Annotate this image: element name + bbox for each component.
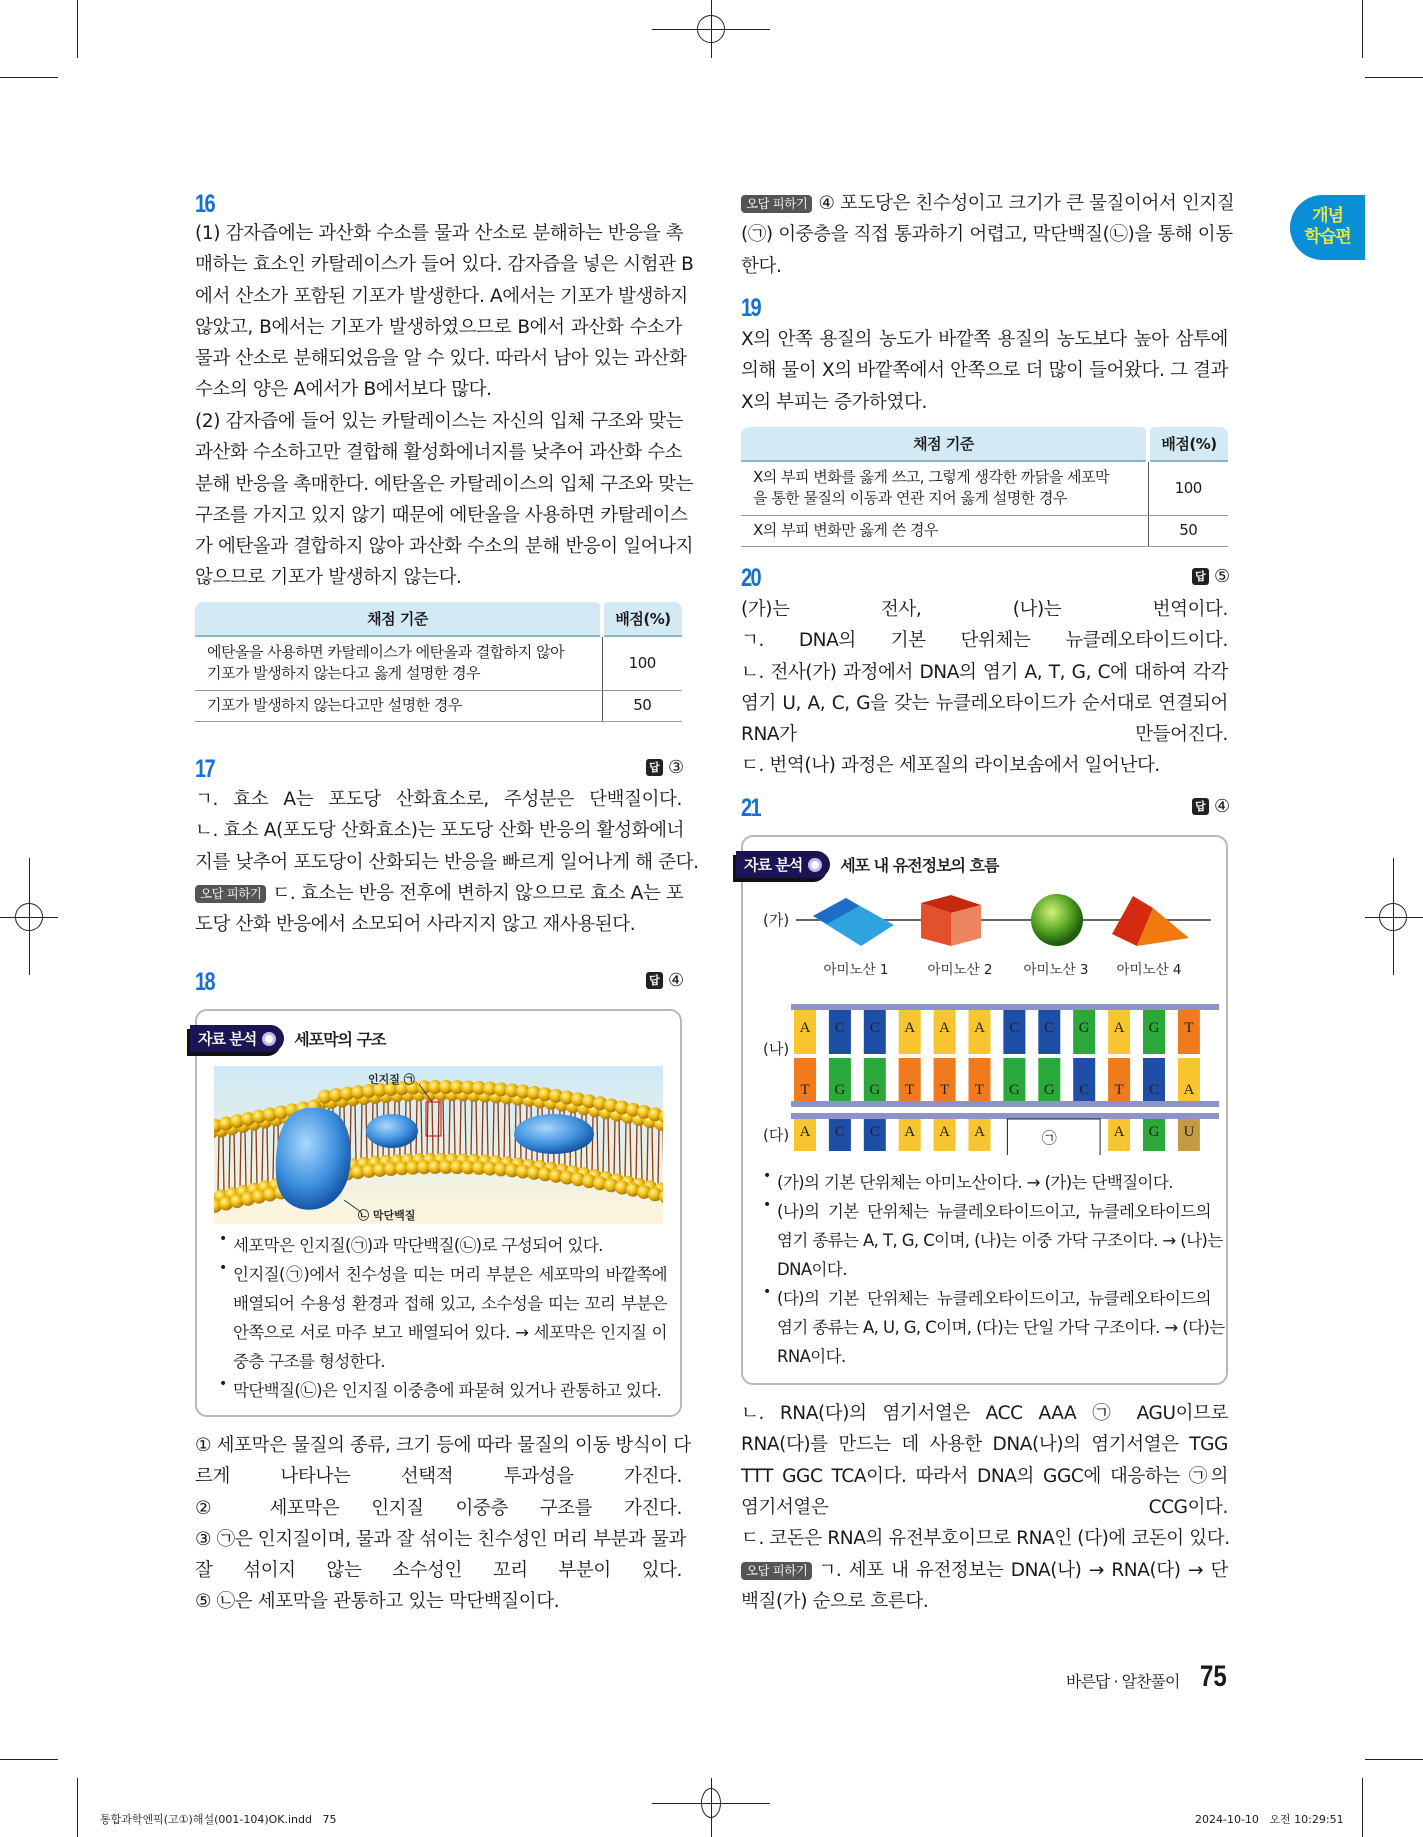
amino-acid-2-shape <box>921 895 981 946</box>
score-cell: 50 <box>1148 515 1228 546</box>
text-line <box>195 1430 691 1461</box>
question-number: 16 <box>195 190 215 218</box>
text-line-content: 의해 물이 X의 바깥쪽에서 안쪽으로 더 많이 들어왔다. 그 결과 <box>741 360 1228 382</box>
text-line-content: 수소의 양은 A에서가 B에서보다 많다. <box>195 379 492 401</box>
registration-mark <box>1379 903 1407 931</box>
section-tab[interactable] <box>1290 195 1365 260</box>
analysis-label <box>736 851 998 878</box>
base-letter: C <box>869 1124 880 1140</box>
base-letter: A <box>939 1124 951 1140</box>
text-line <box>195 437 682 468</box>
text-line <box>195 218 682 249</box>
base-letter: C <box>834 1124 845 1140</box>
answer-icon: 답 <box>1192 568 1209 585</box>
text-line-content: 물과 산소로 분해되었음을 알 수 있다. 따라서 남아 있는 과산화 <box>195 348 687 370</box>
answer-icon: 답 <box>646 972 663 989</box>
text-line-content: 않았고, B에서는 기포가 발생하였으므로 B에서 과산화 수소가 <box>195 316 682 338</box>
text-line-content: 과산화 수소하고만 결합해 활성화에너지를 낮추어 과산화 수소 <box>195 442 683 464</box>
answer-value: ⑤ <box>1214 566 1231 587</box>
analysis-title: 세포 내 유전정보의 흐름 <box>840 856 999 875</box>
text-line-content: 안쪽으로 서로 마주 보고 배열되어 있다. → 세포막은 인지질 이 <box>233 1323 667 1342</box>
criteria-line: 에탄올을 사용하면 카탈레이스가 에탄올과 결합하지 않아 <box>207 643 565 662</box>
base-letter: A <box>799 1020 811 1036</box>
base-letter: T <box>940 1082 950 1098</box>
answer-marker <box>1192 566 1230 587</box>
text-line <box>777 1342 1211 1371</box>
text-line-content: DNA이다. <box>777 1260 847 1279</box>
text-line-content: 염기 종류는 A, U, G, C이며, (다)는 단일 가닥 구조이다. → (다)는 <box>777 1318 1225 1337</box>
genetic-flow-figure <box>741 880 1228 1155</box>
bullet-item <box>219 1260 667 1376</box>
text-line-content: ㄴ. 전사(가) 과정에서 DNA의 염기 A, T, G, C에 대하여 각각 <box>741 661 1228 683</box>
text-line <box>741 657 1228 688</box>
criteria-cell <box>741 515 1148 546</box>
q18-analysis-bullets <box>219 1231 667 1405</box>
wrong-answer-badge: 오답 피하기 <box>195 885 266 903</box>
rna-backbone <box>791 1113 1219 1119</box>
text-line <box>195 249 694 280</box>
text-line-content: (가)의 기본 단위체는 아미노산이다. → (가)는 단백질이다. <box>777 1173 1173 1192</box>
text-line-content: ③ ㉠은 인지질이며, 물과 잘 섞이는 친수성인 머리 부분과 물과 <box>195 1528 686 1550</box>
q16-scoring-table <box>195 602 682 722</box>
question-number: 20 <box>741 564 761 592</box>
text-line <box>741 750 1228 781</box>
text-line-content: 르게 나타나는 선택적 투과성을 가진다. <box>195 1466 682 1488</box>
dna-backbone <box>791 1101 1219 1107</box>
question-number: 21 <box>741 794 761 822</box>
text-line-content: ㄷ. 효소는 반응 전후에 변하지 않으므로 효소 A는 포 <box>272 883 684 904</box>
text-line <box>233 1231 667 1260</box>
membrane-protein <box>276 1108 351 1210</box>
base-letter: C <box>1044 1020 1055 1036</box>
print-timestamp: 2024-10-10 오전 10:29:51 <box>1195 1813 1344 1826</box>
answer-value: ④ <box>668 970 685 991</box>
base-letter: A <box>1113 1124 1125 1140</box>
text-line-content: ⑤ ㉡은 세포막을 관통하고 있는 막단백질이다. <box>195 1591 560 1613</box>
text-line-content: (가)는 전사, (나)는 번역이다. <box>741 599 1228 620</box>
text-line-content: 분해 반응을 촉매한다. 에탄올은 카탈레이스의 입체 구조와 맞는 <box>195 473 694 495</box>
text-line-content: RNA이다. <box>777 1347 846 1366</box>
text-line-content: 염기 종류는 A, T, G, C이며, (나)는 이중 가닥 구조이다. → (나)는 <box>777 1231 1223 1250</box>
text-line-content: 백질(가) 순으로 흐른다. <box>741 1591 929 1613</box>
section-tab-line2: 학습편 <box>1304 227 1351 247</box>
text-line <box>233 1260 667 1289</box>
table-header: 배점(%) <box>1148 427 1228 461</box>
text-line <box>195 847 699 878</box>
text-line <box>777 1313 1225 1342</box>
amino-acid-1-shape <box>813 898 894 946</box>
text-line <box>195 878 682 909</box>
text-line-content: X의 부피는 증가하였다. <box>741 391 927 413</box>
question-number: 19 <box>741 294 761 322</box>
analysis-tag <box>736 851 830 878</box>
crop-mark <box>1365 77 1423 78</box>
text-line <box>195 815 685 846</box>
text-line-content: 가 에탄올과 결합하지 않아 과산화 수소의 분해 반응이 일어나지 <box>195 536 694 558</box>
text-line-content: X의 안쪽 용질의 농도가 바깥쪽 용질의 농도보다 높아 삼투에 <box>741 329 1228 350</box>
phospholipid-label: 인지질 ㉠ <box>368 1073 415 1086</box>
text-line <box>195 909 682 940</box>
text-line <box>195 374 682 405</box>
cell-membrane-figure <box>214 1066 663 1224</box>
base-letter: T <box>1184 1020 1194 1036</box>
q20-paragraph <box>741 594 1228 782</box>
text-line-content: ㄱ. 세포 내 유전정보는 DNA(나) → RNA(다) → 단 <box>818 1560 1228 1581</box>
crop-mark <box>0 77 58 78</box>
text-line-content: 배열되어 수용성 환경과 접해 있고, 소수성을 띠는 꼬리 부분은 <box>233 1294 667 1313</box>
text-line <box>741 1429 1228 1460</box>
base-letter: G <box>869 1082 881 1098</box>
base-letter: C <box>1009 1020 1020 1036</box>
text-line-content: 구조를 가지고 있지 않기 때문에 에탄올을 사용하면 카탈레이스 <box>195 504 688 526</box>
text-line <box>741 387 1228 418</box>
criteria-cell <box>195 636 602 690</box>
membrane-protein-label: ㉡ 막단백질 <box>358 1209 416 1222</box>
text-line-content: 매하는 효소인 카탈레이스가 들어 있다. 감자즙을 넣은 시험관 B <box>195 254 694 276</box>
table-header: 채점 기준 <box>195 602 602 636</box>
table-header: 배점(%) <box>602 602 682 636</box>
base-letter: G <box>1043 1082 1055 1098</box>
base-letter: G <box>1008 1082 1020 1098</box>
text-line-content: ㄷ. 번역(나) 과정은 세포질의 라이보솜에서 일어난다. <box>741 755 1160 777</box>
base-letter: A <box>1113 1020 1125 1036</box>
q17-paragraph-2 <box>195 878 682 941</box>
base-letter: A <box>974 1020 985 1036</box>
question-number: 17 <box>195 755 215 783</box>
wrong-answer-badge: 오답 피하기 <box>741 1562 812 1580</box>
crop-mark <box>77 0 78 58</box>
text-line <box>195 531 694 562</box>
text-line-content: ② 세포막은 인지질 이중층 구조를 가진다. <box>195 1497 682 1519</box>
text-line <box>195 343 687 374</box>
text-line-content: (㉠) 이중층을 직접 통과하기 어렵고, 막단백질(㉡)을 통해 이동 <box>741 224 1233 246</box>
q21-analysis-bullets <box>763 1168 1225 1371</box>
answer-marker <box>1192 796 1230 817</box>
text-line <box>741 625 1228 656</box>
text-line-content: RNA가 만들어진다. <box>741 724 1228 746</box>
text-line <box>741 1555 1228 1586</box>
peripheral-protein <box>366 1114 418 1148</box>
q19-paragraph <box>741 324 1228 418</box>
text-line <box>233 1318 667 1347</box>
file-slug: 통합과학엔픽(고①)해설(001-104)OK.indd 75 <box>100 1813 337 1826</box>
criteria-line: X의 부피 변화를 옳게 쓰고, 그렇게 생각한 까닭을 세포막 <box>753 468 1109 487</box>
section-tab-line1: 개념 <box>1312 206 1343 226</box>
analysis-tag-text: 자료 분석 <box>744 856 803 874</box>
text-line <box>195 500 688 531</box>
text-line-content: 도당 산화 반응에서 소모되어 사라지지 않고 재사용된다. <box>195 914 636 936</box>
text-line <box>777 1226 1223 1255</box>
text-line <box>777 1255 1211 1284</box>
bullet-item <box>763 1284 1225 1371</box>
score-cell: 50 <box>602 690 682 721</box>
bullet-item <box>219 1376 667 1405</box>
criteria-line: 을 통한 물질의 이동과 연관 지어 옳게 설명한 경우 <box>753 489 1067 508</box>
crop-mark <box>0 1759 58 1760</box>
amino-acid-label: 아미노산 1 <box>823 962 889 978</box>
text-line <box>777 1284 1211 1313</box>
registration-mark <box>697 15 725 43</box>
criteria-line: X의 부피 변화만 옳게 쓴 경우 <box>753 521 939 539</box>
table-row <box>195 636 682 690</box>
text-line-content: ㄴ. 효소 A(포도당 산화효소)는 포도당 산화 반응의 활성화에너 <box>195 820 685 842</box>
text-line-content: ㄷ. 코돈은 RNA의 유전부호이므로 RNA인 (다)에 코돈이 있다. <box>741 1528 1230 1550</box>
text-line-content: (2) 감자즙에 들어 있는 카탈레이스는 자신의 입체 구조와 맞는 <box>195 411 684 432</box>
text-line-content: RNA(다)를 만드는 데 사용한 DNA(나)의 염기서열은 TGG <box>741 1434 1228 1456</box>
text-line <box>195 1586 682 1617</box>
text-line <box>741 355 1228 386</box>
bullet-item <box>219 1231 667 1260</box>
base-letter: C <box>869 1020 880 1036</box>
text-line <box>233 1289 667 1318</box>
text-line-content: 에서 산소가 포함된 기포가 발생한다. A에서는 기포가 발생하지 <box>195 285 688 307</box>
base-letter: G <box>1148 1124 1160 1140</box>
text-line-content: 세포막은 인지질(㉠)과 막단백질(㉡)로 구성되어 있다. <box>233 1236 603 1255</box>
text-line-content: ㄱ. DNA의 기본 단위체는 뉴클레오타이드이다. <box>741 630 1228 652</box>
text-line <box>777 1197 1211 1226</box>
answer-value: ③ <box>668 757 685 778</box>
wrong-answer-badge: 오답 피하기 <box>741 195 812 213</box>
base-letter: G <box>1078 1020 1090 1036</box>
text-line-content: (1) 감자즙에는 과산화 수소를 물과 산소로 분해하는 반응을 촉 <box>195 223 684 244</box>
q18-wrong-answer <box>741 188 1235 282</box>
criteria-cell <box>741 461 1148 515</box>
text-line <box>741 251 1228 282</box>
base-letter: C <box>834 1020 845 1036</box>
text-line <box>741 219 1233 250</box>
text-line <box>741 1586 1228 1617</box>
answer-marker <box>646 970 684 991</box>
q16-paragraph-2 <box>195 406 694 594</box>
text-line-content: 염기서열은 CCG이다. <box>741 1496 1228 1518</box>
text-line <box>195 1524 686 1555</box>
base-letter: T <box>974 1082 985 1098</box>
text-line <box>741 1398 1228 1429</box>
answer-icon: 답 <box>646 759 663 776</box>
text-line-content: TTT GGC TCA이다. 따라서 DNA의 GGC에 대응하는 ㉠의 <box>741 1465 1228 1487</box>
text-line-content: 중층 구조를 형성한다. <box>233 1352 385 1371</box>
text-line-content: ㄱ. 효소 A는 포도당 산화효소로, 주성분은 단백질이다. <box>195 789 682 810</box>
q21-paragraph-2 <box>741 1555 1228 1618</box>
analysis-label <box>190 1025 386 1052</box>
base-letter: A <box>799 1124 811 1140</box>
text-line-content: (다)의 기본 단위체는 뉴클레오타이드이고, 뉴클레오타이드의 <box>777 1289 1211 1308</box>
answer-icon: 답 <box>1192 798 1209 815</box>
q18-options <box>195 1430 691 1618</box>
text-line <box>741 688 1228 719</box>
q17-paragraph-1 <box>195 784 699 878</box>
text-line-content: 막단백질(㉡)은 인지질 이중층에 파묻혀 있거나 관통하고 있다. <box>233 1381 662 1400</box>
score-cell: 100 <box>602 636 682 690</box>
bullet-item <box>763 1197 1223 1284</box>
base-letter: G <box>1148 1020 1160 1036</box>
amino-acid-label: 아미노산 2 <box>927 962 993 978</box>
text-line-content: 인지질(㉠)에서 친수성을 띠는 머리 부분은 세포막의 바깥쪽에 <box>233 1265 667 1284</box>
text-line <box>741 1492 1228 1523</box>
q21-paragraph-1 <box>741 1398 1228 1554</box>
text-line <box>233 1347 667 1376</box>
page-number: 75 <box>1200 1660 1227 1693</box>
text-line <box>195 469 694 500</box>
dna-backbone <box>791 1004 1219 1010</box>
crop-mark <box>77 1778 78 1837</box>
amino-acid-label: 아미노산 3 <box>1023 962 1089 978</box>
base-letter: A <box>904 1020 916 1036</box>
text-line-content: 한다. <box>741 255 782 277</box>
text-line <box>741 188 1235 219</box>
q16-paragraph-1 <box>195 218 694 406</box>
text-line-content: 지를 낮추어 포도당이 산화되는 반응을 빠르게 일어나게 해 준다. <box>195 851 699 873</box>
answer-value: ④ <box>1214 796 1231 817</box>
table-row <box>741 461 1228 515</box>
text-line <box>233 1376 667 1405</box>
text-line <box>777 1168 1211 1197</box>
text-line-content: ① 세포막은 물질의 종류, 크기 등에 따라 물질의 이동 방식이 다 <box>195 1435 691 1456</box>
crop-mark <box>1365 1759 1423 1760</box>
text-line <box>741 1523 1228 1554</box>
registration-mark <box>15 903 43 931</box>
question-number: 18 <box>195 968 215 996</box>
score-cell: 100 <box>1148 461 1228 515</box>
base-letter: A <box>1183 1082 1195 1098</box>
criteria-line: 기포가 발생하지 않는다고 옳게 설명한 경우 <box>207 664 481 683</box>
base-letter: C <box>1079 1082 1090 1098</box>
text-line-content: (나)의 기본 단위체는 뉴클레오타이드이고, 뉴클레오타이드의 <box>777 1202 1211 1221</box>
table-row <box>741 515 1228 546</box>
base-letter: G <box>834 1082 846 1098</box>
magnifier-icon <box>808 858 822 872</box>
text-line <box>195 1555 682 1586</box>
text-line <box>195 1461 682 1492</box>
row-label-ga: (가) <box>763 911 790 929</box>
amino-acid-label: 아미노산 4 <box>1116 962 1182 978</box>
text-line-content: 염기 U, A, C, G을 갖는 뉴클레오타이드가 순서대로 연결되어 <box>741 692 1228 714</box>
registration-mark <box>701 1788 721 1818</box>
text-line-content: ㄴ. RNA(다)의 염기서열은 ACC AAA ㉠ AGU이므로 <box>741 1403 1228 1424</box>
base-letter: T <box>800 1082 810 1098</box>
row-label-na: (나) <box>763 1040 790 1058</box>
base-letter: T <box>1114 1082 1124 1098</box>
text-line <box>195 312 682 343</box>
base-letter: A <box>939 1020 951 1036</box>
analysis-title: 세포막의 구조 <box>294 1030 386 1049</box>
crop-mark <box>1362 0 1363 58</box>
rna-blank-label: ㉠ <box>1041 1131 1057 1147</box>
base-letter: C <box>1148 1082 1160 1098</box>
peripheral-protein <box>514 1114 594 1154</box>
magnifier-icon <box>262 1032 276 1046</box>
footer-section: 바른답 · 알찬풀이 <box>1066 1672 1180 1691</box>
text-line <box>195 406 682 437</box>
text-line <box>741 594 1228 625</box>
text-line-content: ④ 포도당은 친수성이고 크기가 큰 물질이어서 인지질 <box>818 193 1235 214</box>
text-line <box>741 324 1228 355</box>
text-line <box>195 562 682 593</box>
table-header: 채점 기준 <box>741 427 1148 461</box>
base-letter: A <box>974 1124 985 1140</box>
base-letter: U <box>1183 1124 1195 1140</box>
text-line-content: 않으므로 기포가 발생하지 않는다. <box>195 567 462 589</box>
amino-acid-3-shape <box>1031 894 1083 946</box>
analysis-tag-text: 자료 분석 <box>198 1030 257 1048</box>
text-line <box>741 719 1228 750</box>
row-label-da: (다) <box>763 1126 790 1144</box>
bullet-item <box>763 1168 1211 1197</box>
criteria-cell <box>195 690 602 721</box>
crop-mark <box>1362 1778 1363 1837</box>
analysis-tag <box>190 1025 284 1052</box>
base-letter: T <box>905 1082 915 1098</box>
q19-scoring-table <box>741 427 1228 547</box>
criteria-line: 기포가 발생하지 않는다고만 설명한 경우 <box>207 696 462 714</box>
text-line <box>195 281 688 312</box>
table-row <box>195 690 682 721</box>
base-letter: A <box>904 1124 916 1140</box>
text-line <box>195 1493 682 1524</box>
text-line <box>741 1461 1228 1492</box>
answer-marker <box>646 757 684 778</box>
text-line-content: 잘 섞이지 않는 소수성인 꼬리 부분이 있다. <box>195 1560 682 1582</box>
text-line <box>195 784 682 815</box>
